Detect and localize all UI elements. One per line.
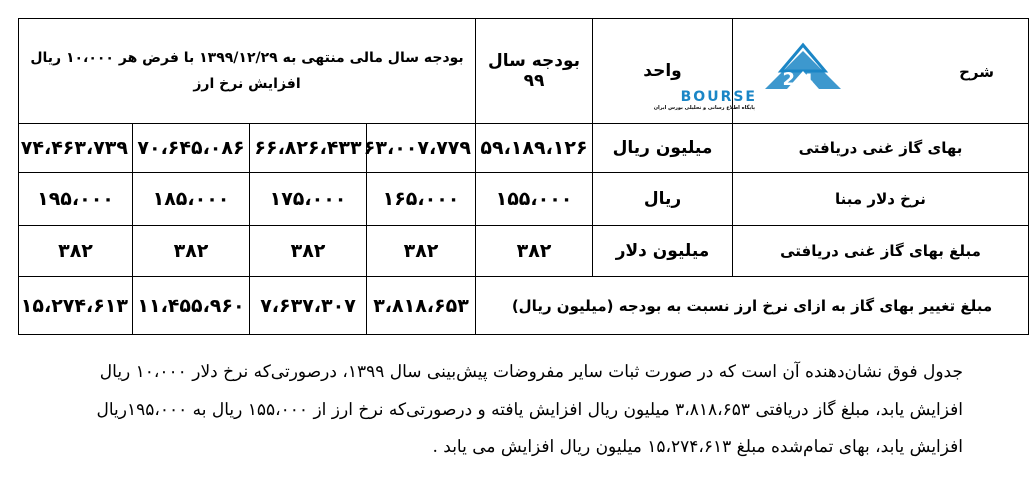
header-scenario: بودجه سال مالی منتهی به ۱۳۹۹/۱۲/۲۹ با فرض هر ۱۰،۰۰۰ ریال افزایش نرخ ارز (19, 19, 476, 124)
row-label: نرخ دلار مبنا (733, 173, 1029, 226)
logo-brand-text: BOURSE (680, 89, 757, 105)
row-budget-value: ۱۵۵،۰۰۰ (476, 173, 593, 226)
explanation-paragraph (18, 354, 963, 467)
table-row (19, 124, 1029, 173)
paragraph-line: جدول فوق نشان‌دهنده آن است که در صورت ثبات سایر مفروضات پیش‌بینی سال ۱۳۹۹، درصورتی‌که نرخ دلار ۱۰،۰۰۰ ریال (99, 362, 963, 382)
row-unit: میلیون دلار (593, 226, 733, 277)
row-value: ۶۳،۰۰۷،۷۷۹ (367, 124, 476, 173)
svg-text:4: 4 (801, 70, 813, 89)
change-row-label: مبلغ تغییر بهای گاز به ازای نرخ ارز نسبت به بودجه (میلیون ریال) (476, 277, 1029, 335)
row-value: ۷۴،۴۶۳،۷۳۹ (19, 124, 133, 173)
row-unit: ریال (593, 173, 733, 226)
row-value: ۳۸۲ (250, 226, 367, 277)
paragraph-line: افزایش یابد، بهای تمام‌شده مبلغ ۱۵،۲۷۴،۶۱۳ میلیون ریال افزایش می یابد . (432, 437, 963, 457)
header-budget99: بودجه سال ۹۹ (476, 19, 593, 124)
change-row-value: ۷،۶۳۷،۳۰۷ (250, 277, 367, 335)
svg-text:2: 2 (782, 69, 795, 90)
row-value: ۶۶،۸۲۶،۴۳۳ (250, 124, 367, 173)
change-row-value: ۳،۸۱۸،۶۵۳ (367, 277, 476, 335)
row-value: ۱۸۵،۰۰۰ (133, 173, 250, 226)
change-row (19, 277, 1029, 335)
row-budget-value: ۵۹،۱۸۹،۱۲۶ (476, 124, 593, 173)
row-label: بهای گاز غنی دریافتی (733, 124, 1029, 173)
logo-tagline: پایگاه اطلاع رسانی و تحلیلی بورس ایران (653, 105, 755, 111)
row-value: ۷۰،۶۴۵،۰۸۶ (133, 124, 250, 173)
row-value: ۱۷۵،۰۰۰ (250, 173, 367, 226)
row-value: ۳۸۲ (367, 226, 476, 277)
table-row (19, 226, 1029, 277)
table-header-row (19, 19, 1029, 124)
table-row (19, 173, 1029, 226)
row-label: مبلغ بهای گاز غنی دریافتی (733, 226, 1029, 277)
change-row-value: ۱۱،۴۵۵،۹۶۰ (133, 277, 250, 335)
change-row-value: ۱۵،۲۷۴،۶۱۳ (19, 277, 133, 335)
paragraph-line: افزایش یابد، مبلغ گاز دریافتی ۳،۸۱۸،۶۵۳ میلیون ریال افزایش یافته و درصورتی‌که نرخ ارز از ۱۵۵،۰۰۰ ریال به ۱۹۵،۰۰۰ریال (96, 399, 963, 420)
row-value: ۳۸۲ (133, 226, 250, 277)
row-unit: میلیون ریال (593, 124, 733, 173)
header-sharh: شرح (959, 63, 994, 81)
row-value: ۱۹۵،۰۰۰ (19, 173, 133, 226)
row-value: ۳۸۲ (19, 226, 133, 277)
header-unit: واحد (593, 19, 733, 124)
budget-table (18, 18, 1029, 335)
row-value: ۱۶۵،۰۰۰ (367, 173, 476, 226)
row-budget-value: ۳۸۲ (476, 226, 593, 277)
